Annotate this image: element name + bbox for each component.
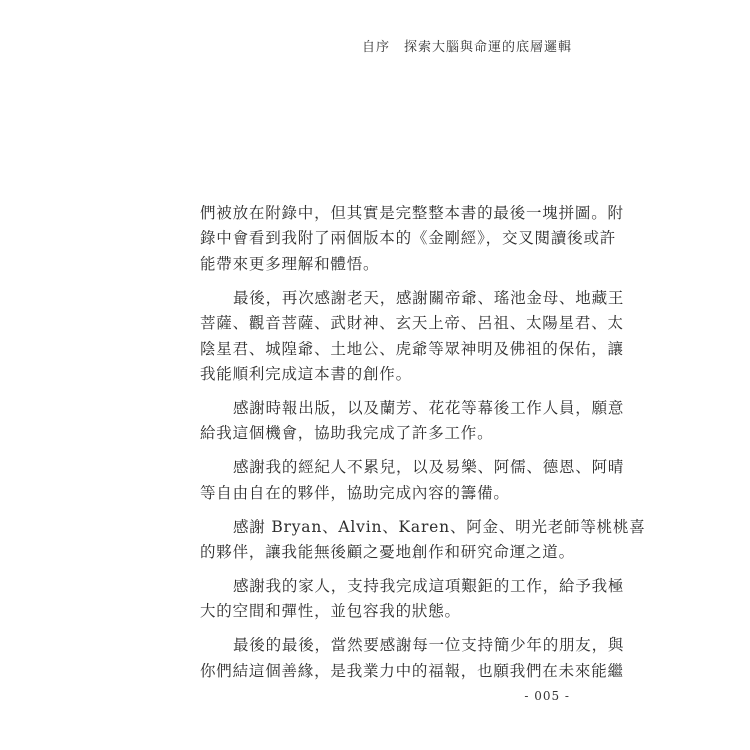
page-number: - 005 - bbox=[524, 689, 570, 703]
body-text bbox=[200, 201, 646, 684]
text-line: 的夥伴，讓我能無後顧之憂地創作和研究命運之道。 bbox=[200, 543, 575, 562]
text-line: 能帶來更多理解和體悟。 bbox=[200, 254, 380, 273]
header-title: 探索大腦與命運的底層邏輯 bbox=[403, 40, 572, 55]
running-header bbox=[362, 36, 572, 55]
text-line: 感謝 Bryan、Alvin、Karen、阿金、明光老師等桃桃喜 bbox=[233, 517, 646, 536]
text-line: 大的空間和彈性，並包容我的狀態。 bbox=[200, 602, 461, 621]
text-line: 你們結這個善緣，是我業力中的福報，也願我們在未來能繼 bbox=[200, 661, 624, 680]
paragraph-gap bbox=[200, 447, 580, 456]
text-line: 給我這個機會，協助我完成了許多工作。 bbox=[200, 424, 494, 443]
text-line: 感謝時報出版，以及蘭芳、花花等幕後工作人員，願意 bbox=[233, 398, 625, 417]
text-line: 菩薩、觀音菩薩、武財神、玄天上帝、呂祖、太陽星君、太 bbox=[200, 314, 624, 333]
header-section: 自序 bbox=[361, 40, 390, 55]
text-line: 感謝我的經紀人不累兒，以及易樂、阿儒、德恩、阿晴 bbox=[233, 458, 625, 477]
text-line: 最後，再次感謝老天，感謝關帝爺、瑤池金母、地藏王 bbox=[233, 288, 625, 307]
text-line: 等自由自在的夥伴，協助完成內容的籌備。 bbox=[200, 483, 510, 502]
paragraph-gap bbox=[200, 625, 580, 634]
text-line: 我能順利完成這本書的創作。 bbox=[200, 364, 412, 383]
text-line: 最後的最後，當然要感謝每一位支持簡少年的朋友，與 bbox=[233, 636, 625, 655]
paragraph-gap bbox=[200, 277, 580, 286]
paragraph-gap bbox=[200, 387, 580, 396]
text-line: 陰星君、城隍爺、土地公、虎爺等眾神明及佛祖的保佑，讓 bbox=[200, 339, 624, 358]
text-line: 錄中會看到我附了兩個版本的《金剛經》，交叉閱讀後或許 bbox=[200, 229, 617, 248]
text-line: 們被放在附錄中，但其實是完整整本書的最後一塊拼圖。附 bbox=[200, 204, 624, 222]
paragraph-gap bbox=[200, 565, 580, 574]
text-line: 感謝我的家人，支持我完成這項艱鉅的工作，給予我極 bbox=[233, 577, 625, 596]
paragraph-gap bbox=[200, 506, 580, 515]
